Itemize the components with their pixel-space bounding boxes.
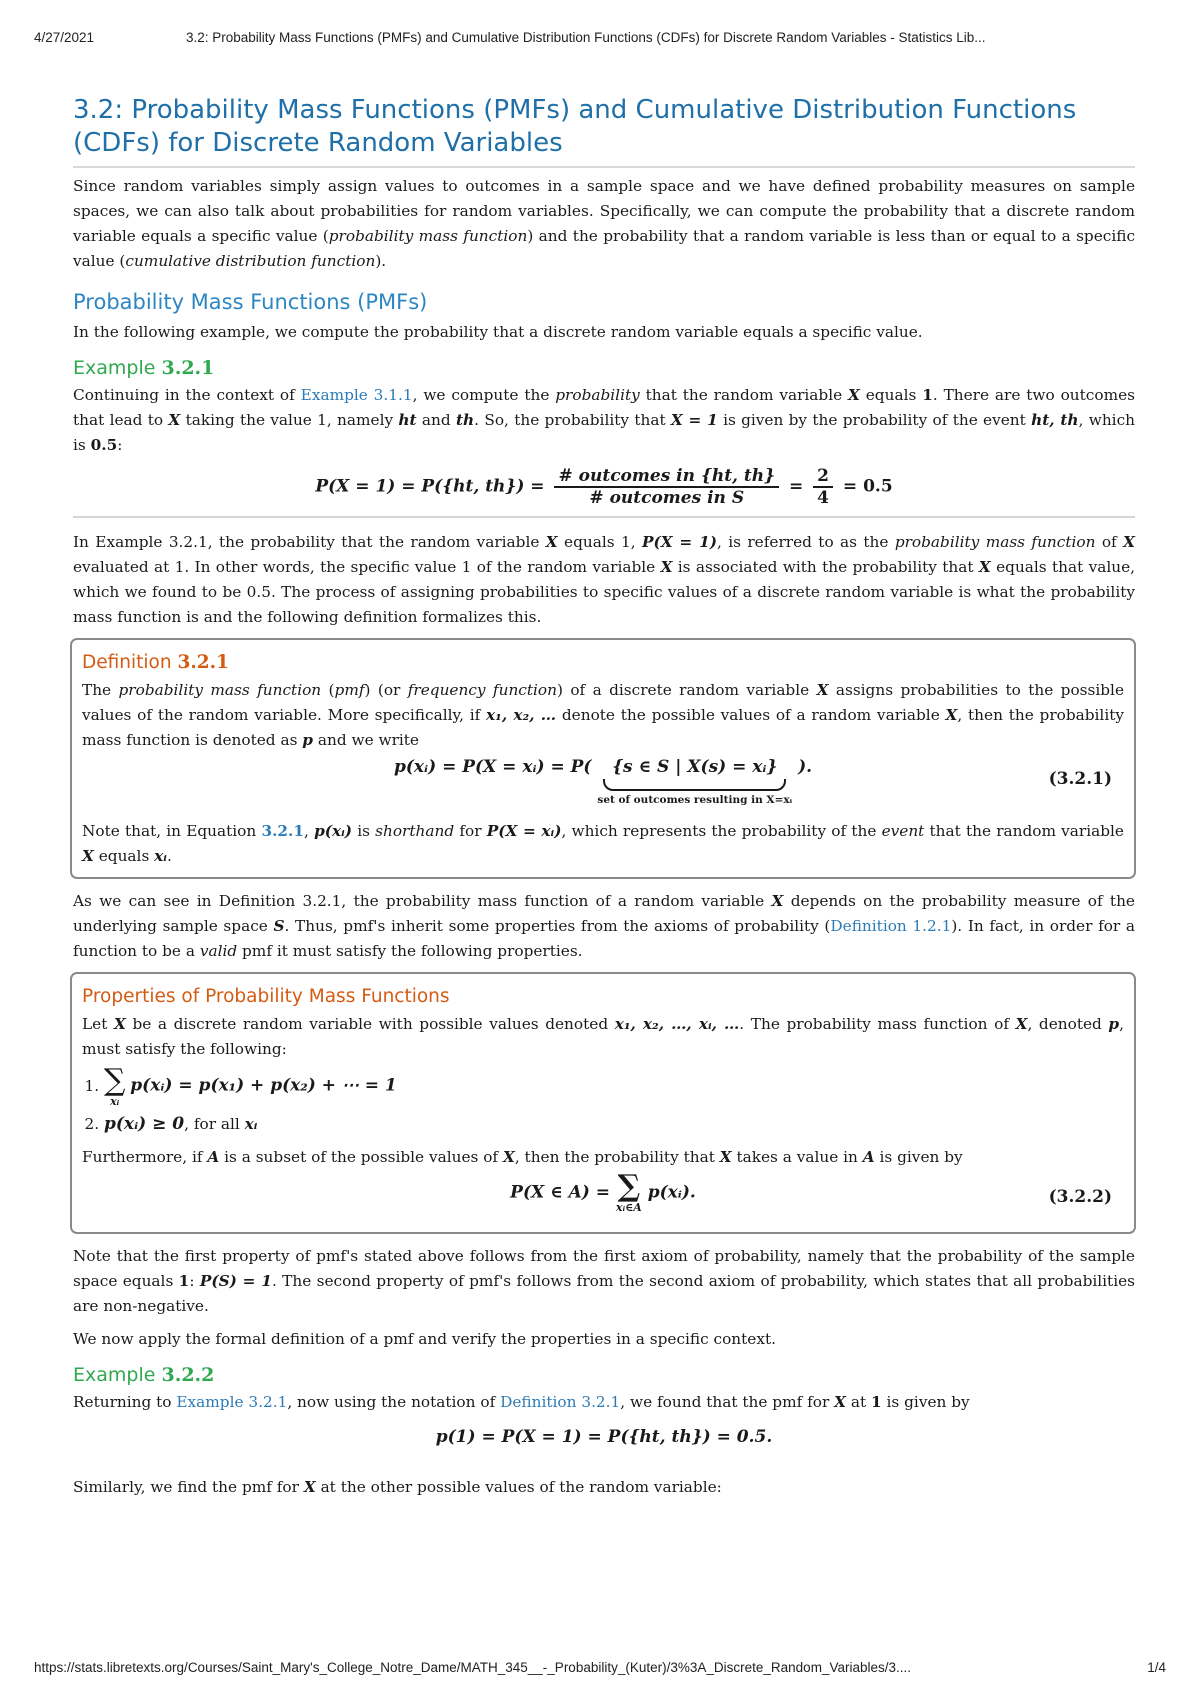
properties-list <box>82 1063 1124 1139</box>
text: As we can see in Definition 3.2.1, the probability mass function of a random variable <box>73 892 772 910</box>
text: that the random variable <box>639 386 849 404</box>
math: P(X = 1) <box>641 533 717 551</box>
math: 1 <box>922 386 933 404</box>
text: Note that, in Equation <box>82 822 262 840</box>
print-date: 4/27/2021 <box>34 30 95 45</box>
paragraph-pmf-explanation <box>73 530 1135 630</box>
fraction <box>554 466 779 508</box>
text: assigns probabilities to the possible values of the random variable. More specifically, if <box>82 681 1125 724</box>
properties-title: Properties of Probability Mass Functions <box>82 986 450 1007</box>
emphasis: probability <box>555 386 640 404</box>
text: , must satisfy the following: <box>82 1015 1124 1058</box>
equation-number: (3.2.1) <box>1048 769 1112 789</box>
math: P(S) = 1 <box>199 1272 272 1290</box>
text: , then the probability mass function is denoted as <box>82 706 1125 749</box>
math: xᵢ <box>154 847 167 865</box>
text: denote the possible values of a random variable <box>556 706 946 724</box>
text: In Example 3.2.1, the probability that the random variable <box>73 533 546 551</box>
math: X = 1 <box>670 411 718 429</box>
section-heading-pmf: Probability Mass Functions (PMFs) <box>73 290 428 314</box>
divider <box>73 516 1135 518</box>
sigma-symbol: ∑ <box>617 1169 641 1204</box>
text: . Thus, pmf's inherit some properties from the axioms of probability ( <box>284 917 831 935</box>
math: x₁, x₂, … <box>486 706 557 724</box>
math: X <box>82 847 94 865</box>
text: is <box>352 822 376 840</box>
text: is associated with the probability that <box>672 558 979 576</box>
paragraph-pmf-properties-intro <box>73 889 1135 964</box>
text: Similarly, we find the pmf for <box>73 1478 304 1496</box>
math: p(xᵢ) = p(x₁) + p(x₂) + ⋯ = 1 <box>130 1075 397 1096</box>
print-url: https://stats.libretexts.org/Courses/Saint_Mary's_College_Notre_Dame/MATH_345__-_Probability_(Kuter)/3%3A_Discrete_Random_Variables/3.... <box>34 1660 911 1675</box>
text: for <box>454 822 487 840</box>
equation-link[interactable]: 3.2.1 <box>261 822 305 840</box>
math: 0.5 <box>90 436 118 454</box>
example-label: Example <box>73 357 156 379</box>
text: , we found that the pmf for <box>620 1393 835 1411</box>
text: ) (or <box>364 681 408 699</box>
math: X <box>303 1478 316 1496</box>
print-page-number: 1/4 <box>1147 1660 1166 1675</box>
math: X <box>834 1393 847 1411</box>
math: X <box>945 706 958 724</box>
definition-title <box>82 650 1124 676</box>
text: that the random variable <box>924 822 1124 840</box>
equation-example-2: p(1) = P(X = 1) = P({ht, th}) = 0.5. <box>435 1427 773 1447</box>
text: equals <box>93 847 155 865</box>
text: , then the probability that <box>514 1148 720 1166</box>
emphasis: frequency function <box>407 681 557 699</box>
equation-3-2-2 <box>82 1169 1124 1222</box>
text: is given by <box>881 1393 970 1411</box>
text: . So, the probability that <box>474 411 671 429</box>
math: X <box>848 386 860 404</box>
equation-set: {s ∈ S | X(s) = xᵢ} <box>612 757 778 777</box>
definition-link[interactable]: Definition 1.2.1 <box>830 917 952 935</box>
example-body <box>73 383 1135 458</box>
definition-label: Definition <box>82 652 172 673</box>
text: at the other possible values of the random variable: <box>315 1478 722 1496</box>
text: is given by <box>874 1148 963 1166</box>
fraction-denominator: # outcomes in S <box>589 488 745 508</box>
text: , now using the notation of <box>287 1393 501 1411</box>
text: equals 1, <box>557 533 642 551</box>
equation-part: = <box>788 476 804 497</box>
text: pmf it must satisfy the following properties. <box>237 942 583 960</box>
equation-part: p(xᵢ) = P(X = xᵢ) = P( <box>393 757 592 777</box>
definition-box <box>70 638 1136 879</box>
page-content <box>73 94 1135 1508</box>
math: X <box>1123 533 1135 551</box>
summation <box>615 1169 642 1214</box>
math: X <box>771 892 784 910</box>
summation-index: xᵢ∈A <box>615 1201 642 1214</box>
math: X <box>502 1148 515 1166</box>
text: equals <box>859 386 923 404</box>
text: and <box>416 411 456 429</box>
example-number: 3.2.1 <box>161 357 215 379</box>
text: . The second property of pmf's follows from the second axiom of probability, which states that all probabilities are non-negative. <box>73 1272 1136 1315</box>
print-page-title: 3.2: Probability Mass Functions (PMFs) and Cumulative Distribution Functions (CDFs) for Discrete Random Variables - Statistics Lib... <box>186 30 986 45</box>
text: ( <box>321 681 335 699</box>
example-body <box>73 1390 1135 1415</box>
text: ). In fact, in order for a function to be a <box>73 917 1136 960</box>
equation-part: = 0.5 <box>842 476 893 497</box>
math: p <box>302 731 313 749</box>
equation-part: p(xᵢ). <box>647 1182 696 1203</box>
fraction <box>813 466 833 508</box>
text: equals that value, which we found to be 0.5. The process of assigning probabilities to specific values of a discrete random variable is what the probability mass function is and the following definition formalizes this. <box>73 558 1136 626</box>
text: takes a value in <box>731 1148 863 1166</box>
emphasis: probability mass function <box>328 227 528 245</box>
text: Note that the first property of pmf's stated above follows from the first axiom of probability, namely that the probability of the sample space equals <box>73 1247 1135 1290</box>
underbrace-label: set of outcomes resulting in X=xᵢ <box>597 794 793 806</box>
emphasis: valid <box>199 942 238 960</box>
text: is given by the probability of the event <box>717 411 1032 429</box>
math: xᵢ <box>244 1115 258 1133</box>
equation-3-2-1 <box>82 757 1124 809</box>
text: . The probability mass function of <box>739 1015 1016 1033</box>
definition-link[interactable]: Definition 3.2.1 <box>500 1393 621 1411</box>
text: evaluated at 1. In other words, the specific value 1 of the random variable <box>73 558 661 576</box>
section-lead: In the following example, we compute the probability that a discrete random variable equals a specific value. <box>73 323 923 341</box>
math: X <box>168 411 181 429</box>
text: . There are two outcomes that lead to <box>73 386 1135 429</box>
text: depends on the probability measure of the underlying sample space <box>73 892 1135 935</box>
example-link[interactable]: Example 3.1.1 <box>300 386 413 404</box>
text: : <box>117 436 123 454</box>
intro-paragraph <box>73 174 1135 274</box>
math: X <box>113 1015 126 1033</box>
equation-part: P(X ∈ A) = <box>510 1182 610 1203</box>
property-item <box>104 1063 1124 1108</box>
equation-part: ). <box>798 757 813 777</box>
sigma-symbol: 1. ∑ <box>104 1063 126 1098</box>
math: X <box>719 1148 732 1166</box>
text: , denoted <box>1027 1015 1109 1033</box>
emphasis: cumulative distribution function <box>125 252 376 270</box>
text: taking the value 1, namely <box>180 411 399 429</box>
text: and we write <box>312 731 419 749</box>
summation-index: xᵢ <box>110 1095 120 1108</box>
math: P(X = xᵢ) <box>486 822 562 840</box>
text: Continuing in the context of <box>73 386 301 404</box>
text: , <box>304 822 315 840</box>
math: X <box>545 533 558 551</box>
properties-box <box>70 972 1136 1234</box>
math: th <box>455 411 475 429</box>
emphasis: probability mass function <box>894 533 1096 551</box>
text: . <box>166 847 172 865</box>
definition-number: 3.2.1 <box>177 652 229 673</box>
fraction-numerator: 2 <box>813 466 833 488</box>
text: , is referred to as the <box>716 533 895 551</box>
example-link[interactable]: Example 3.2.1 <box>176 1393 288 1411</box>
example-title <box>73 355 1135 381</box>
equation-part: P(X = 1) = P({ht, th}) = <box>315 476 545 497</box>
math: 1 <box>178 1272 190 1290</box>
page-title: 3.2: Probability Mass Functions (PMFs) and Cumulative Distribution Functions (CDFs) for Discrete Random Variables <box>73 94 1135 168</box>
math: X <box>660 558 673 576</box>
property-item <box>104 1109 1124 1139</box>
text: The <box>82 681 119 699</box>
text: at <box>846 1393 872 1411</box>
equation-number: (3.2.2) <box>1048 1187 1112 1207</box>
emphasis: probability mass function <box>118 681 322 699</box>
emphasis: pmf <box>334 681 365 699</box>
text: : <box>189 1272 200 1290</box>
example-label: Example <box>73 1364 156 1386</box>
properties-furthermore <box>82 1145 1124 1170</box>
text: be a discrete random variable with possible values denoted <box>125 1015 615 1033</box>
math: X <box>816 681 829 699</box>
text: Furthermore, if <box>82 1148 208 1166</box>
emphasis: event <box>881 822 925 840</box>
example-number: 3.2.2 <box>161 1364 215 1386</box>
math: X <box>1015 1015 1028 1033</box>
math: p(xᵢ) ≥ 0 <box>104 1114 185 1134</box>
text: , which is <box>73 411 1135 454</box>
example-body-continued <box>73 1475 1135 1500</box>
math: S <box>273 917 285 935</box>
text: ). <box>375 252 387 270</box>
definition-note <box>82 819 1124 869</box>
text: Since random variables simply assign values to outcomes in a sample space and we have defined probability measures on sample spaces, we can also talk about probabilities for random variables. Specifically, we can compute the probability that a discrete random variable equals a specific value ( <box>73 177 1135 245</box>
text: Let <box>82 1015 114 1033</box>
properties-body <box>82 1012 1124 1062</box>
fraction-numerator: # outcomes in {ht, th} <box>554 466 779 488</box>
text: ) of a discrete random variable <box>556 681 817 699</box>
text: , for all <box>184 1115 245 1133</box>
text: of <box>1095 533 1124 551</box>
text: Returning to <box>73 1393 177 1411</box>
paragraph-apply: We now apply the formal definition of a pmf and verify the properties in a specific context. <box>73 1330 776 1348</box>
fraction-denominator: 4 <box>817 488 829 508</box>
text: is a subset of the possible values of <box>219 1148 503 1166</box>
math: 1 <box>871 1393 882 1411</box>
definition-body <box>82 678 1124 753</box>
text: , which represents the probability of the <box>561 822 882 840</box>
summation <box>104 1063 126 1108</box>
text: ) and the probability that a random variable is less than or equal to a specific value ( <box>73 227 1136 270</box>
math: ht, th <box>1031 411 1079 429</box>
math: A <box>207 1148 220 1166</box>
equation-example-1 <box>73 466 1135 508</box>
math: X <box>978 558 991 576</box>
math: p(xᵢ) <box>314 822 353 840</box>
underbrace <box>603 779 786 791</box>
example-title <box>73 1362 1135 1388</box>
math: p <box>1108 1015 1120 1033</box>
math: ht <box>398 411 417 429</box>
math: A <box>862 1148 875 1166</box>
paragraph-properties-note <box>73 1244 1135 1319</box>
underbrace-group <box>597 757 792 806</box>
emphasis: shorthand <box>375 822 455 840</box>
text: , we compute the <box>412 386 556 404</box>
math: x₁, x₂, …, xᵢ, … <box>614 1015 740 1033</box>
